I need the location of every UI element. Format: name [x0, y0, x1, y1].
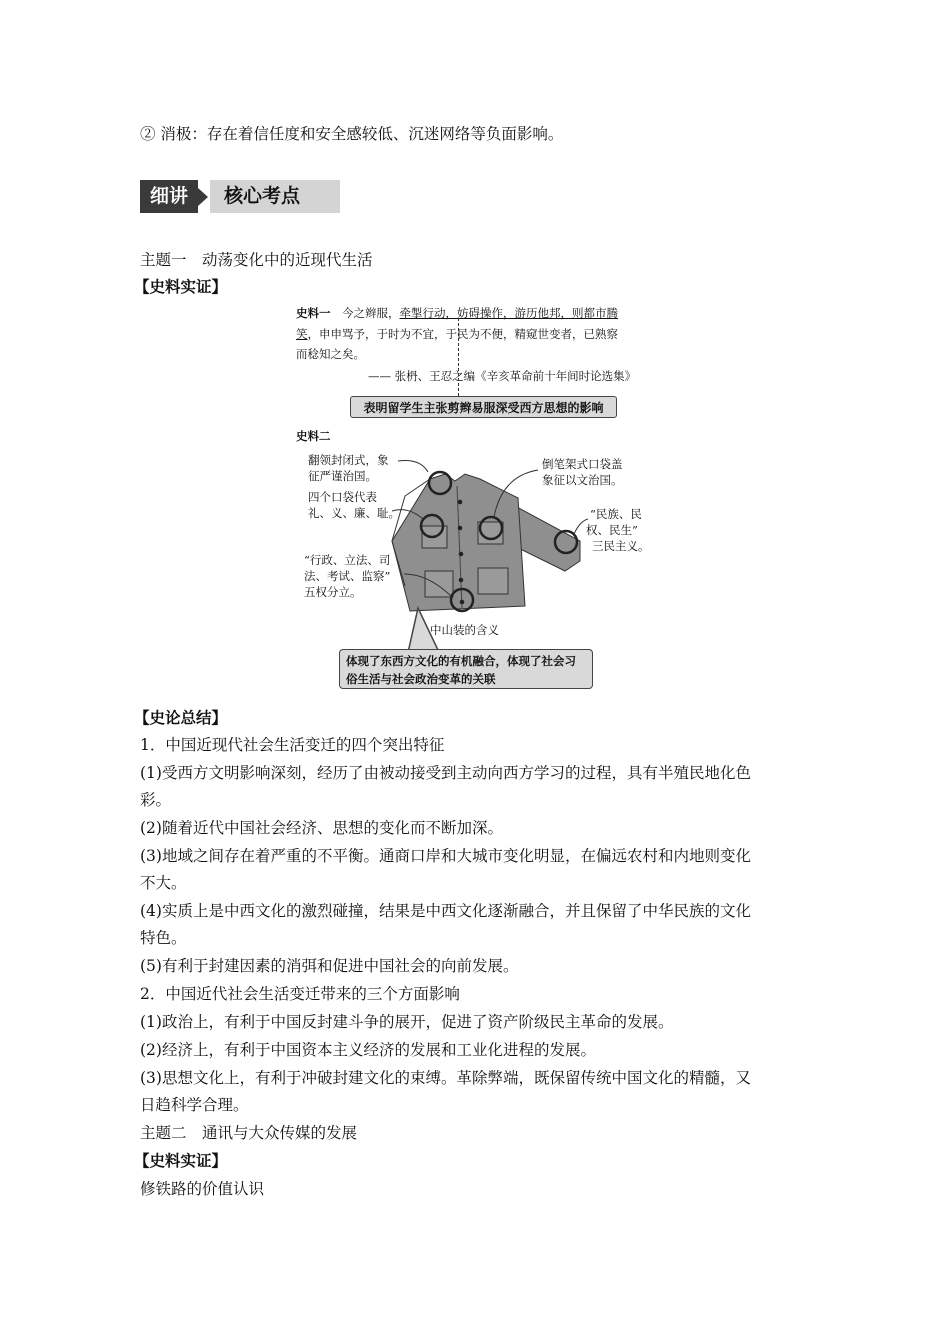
source-2-label: 史料二 [296, 429, 331, 443]
evidence-figure [280, 296, 680, 696]
point-1-1b: 彩。 [140, 791, 172, 809]
button [460, 600, 465, 605]
source-1-line-3: 而稔知之矣。 [296, 347, 365, 361]
note-buttons-1: “行政、立法、司 [304, 553, 391, 567]
button [458, 500, 463, 505]
collar-pointer [398, 460, 428, 472]
negative-impact-line: ② 消极：存在着信任度和安全感较低、沉迷网络等负面影响。 [140, 125, 564, 143]
note-collar-2: 征严谨治国。 [308, 469, 377, 483]
point-1-3a: (3)地域之间存在着严重的不平衡。通商口岸和大城市变化明显，在偏远农村和内地则变化 [140, 847, 751, 865]
connector-line [458, 318, 459, 396]
button [458, 526, 463, 531]
point-2-3b: 日趋科学合理。 [140, 1096, 249, 1114]
banner-right: 核心考点 [210, 180, 340, 213]
point-2-2: (2)经济上，有利于中国资本主义经济的发展和工业化进程的发展。 [140, 1041, 596, 1059]
source-1-conclusion: 表明留学生主张剪辫易服深受西方思想的影响 [350, 396, 617, 418]
theme-1-title: 主题一 动荡变化中的近现代生活 [140, 251, 373, 269]
note-pockets-1: 四个口袋代表 [308, 490, 377, 504]
lower-left-pocket [425, 571, 453, 597]
source-1-line-1 [296, 305, 618, 321]
source-1-text-underlined: 牵掣行动，妨碍操作，游历他邦，则都市腾 [399, 306, 618, 320]
source-1-text-underlined-2: 笑 [296, 327, 308, 341]
note-cover-2: 象征以文治国。 [542, 473, 623, 487]
theme-2-title: 主题二 通讯与大众传媒的发展 [140, 1124, 358, 1142]
evidence-label-1: 【史料实证】 [134, 277, 228, 296]
point-1-4b: 特色。 [140, 929, 187, 947]
note-pockets-2: 礼、义、廉、耻。 [308, 506, 400, 520]
summary-label: 【史论总结】 [134, 708, 228, 727]
point-2-1: (1)政治上，有利于中国反封建斗争的展开，促进了资产阶级民主革命的发展。 [140, 1013, 674, 1031]
source-1-text-b: ，申申骂予，于时为不宜，于民为不便，精窥世变者，已熟察 [307, 327, 618, 341]
point-1-3b: 不大。 [140, 874, 187, 892]
point-1-4a: (4)实质上是中西文化的激烈碰撞，结果是中西文化逐渐融合，并且保留了中华民族的文化 [140, 902, 751, 920]
note-buttons-2: 法、考试、监察” [304, 569, 391, 583]
source-1-label: 史料一 [296, 306, 331, 320]
note-collar-1: 翻领封闭式，象 [308, 453, 389, 467]
source-2-conclusion: 体现了东西方文化的有机融合，体现了社会习俗生活与社会政治变革的关联 [339, 649, 593, 689]
banner-arrow-icon [198, 188, 208, 206]
note-cuff-3: 三民主义。 [592, 539, 650, 553]
railway-line: 修铁路的价值认识 [140, 1180, 265, 1198]
source-1-text-a: 今之辫服， [342, 306, 400, 320]
point-1-2: (2)随着近代中国社会经济、思想的变化而不断加深。 [140, 819, 503, 837]
section-banner [140, 180, 340, 213]
source-1-citation: —— 张枬、王忍之编《辛亥革命前十年间时论选集》 [368, 369, 637, 383]
point-1-1a: (1)受西方文明影响深刻，经历了由被动接受到主动向西方学习的过程，具有半殖民地化色 [140, 764, 751, 782]
lower-right-pocket [478, 568, 508, 594]
note-cuff-1: “民族、民 [590, 507, 642, 521]
figure-caption: 中山装的含义 [430, 623, 499, 637]
note-cuff-2: 权、民生” [586, 523, 638, 537]
point-2-3a: (3)思想文化上，有利于冲破封建文化的束缚。革除弊端，既保留传统中国文化的精髓，又 [140, 1069, 751, 1087]
banner-left: 细讲 [140, 180, 198, 213]
button [459, 578, 464, 583]
evidence-label-2: 【史料实证】 [134, 1151, 228, 1170]
point-1-title: 1．中国近现代社会生活变迁的四个突出特征 [140, 736, 445, 754]
button [459, 552, 464, 557]
note-cover-1: 倒笔架式口袋盖 [542, 457, 623, 471]
point-1-5: (5)有利于封建因素的消弭和促进中国社会的向前发展。 [140, 957, 519, 975]
source-1-line-2 [296, 326, 618, 342]
point-2-title: 2．中国近代社会生活变迁带来的三个方面影响 [140, 985, 460, 1003]
note-buttons-3: 五权分立。 [304, 585, 362, 599]
